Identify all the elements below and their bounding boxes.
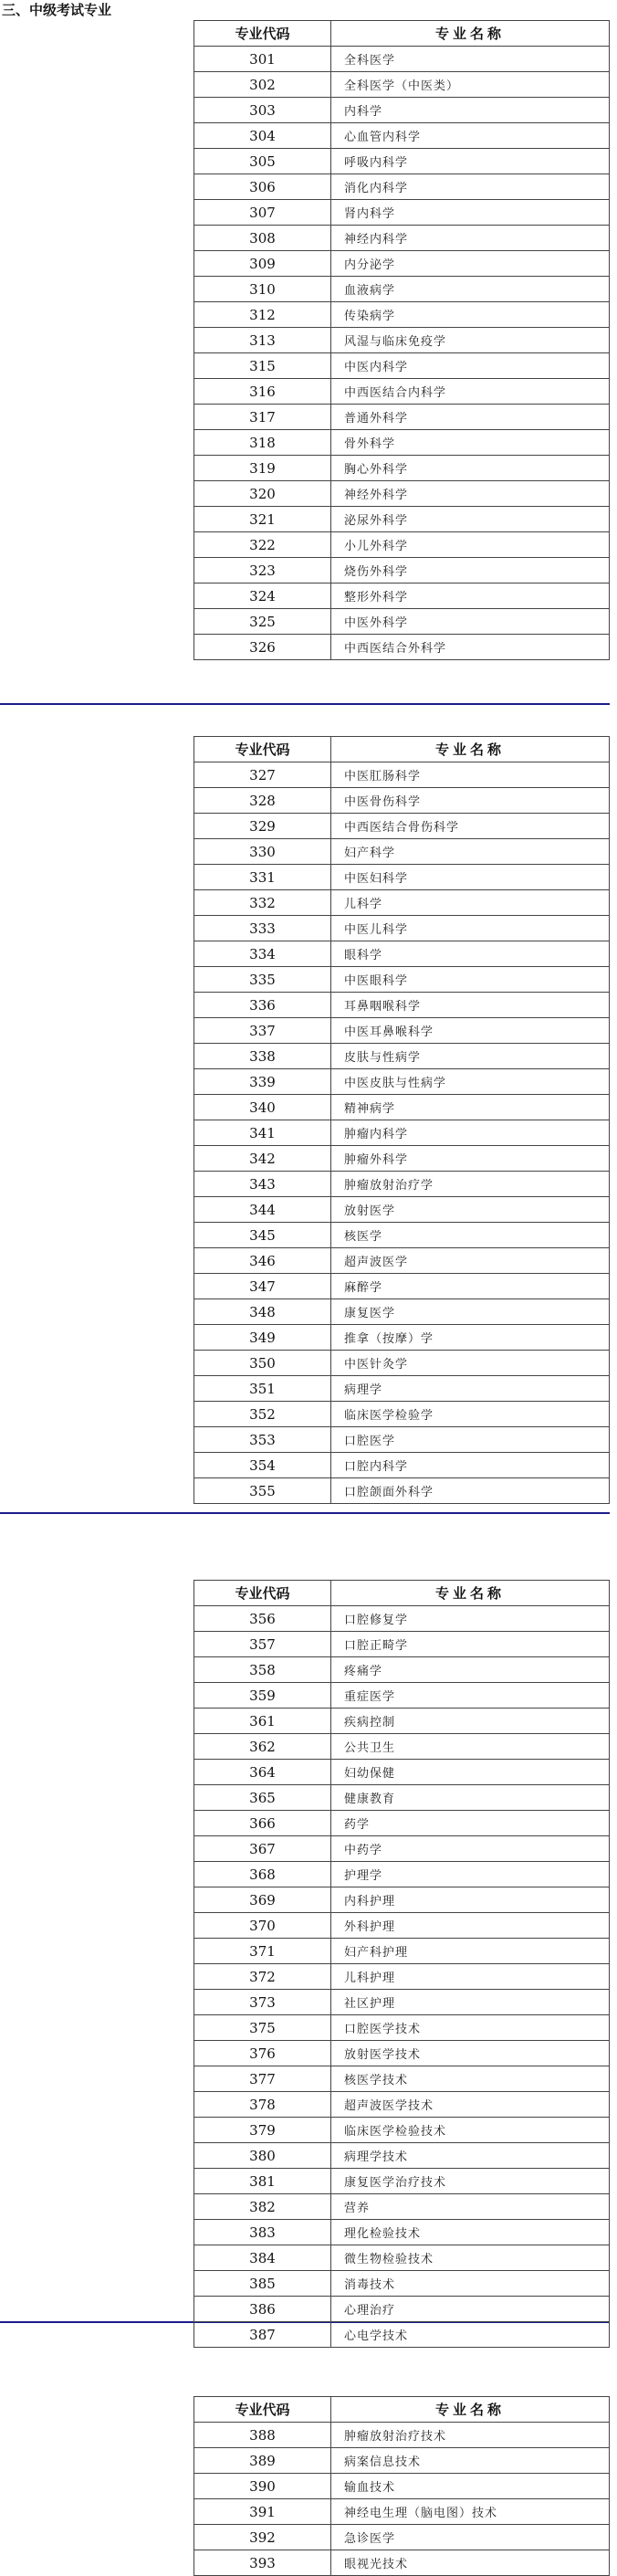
specialty-code: 327 <box>194 762 331 788</box>
specialty-table <box>193 1580 610 2348</box>
specialty-name: 全科医学 <box>331 47 610 72</box>
table-row <box>194 328 610 353</box>
table-row <box>194 2066 610 2092</box>
specialty-name: 推拿（按摩）学 <box>331 1325 610 1351</box>
specialty-name: 内科护理 <box>331 1887 610 1913</box>
specialty-code: 381 <box>194 2169 331 2194</box>
specialty-name: 超声波医学 <box>331 1248 610 1274</box>
table-row <box>194 2525 610 2550</box>
table-row <box>194 2092 610 2118</box>
specialty-code: 389 <box>194 2448 331 2474</box>
table-row <box>194 1862 610 1887</box>
table-row <box>194 1018 610 1044</box>
specialty-code: 349 <box>194 1325 331 1351</box>
specialty-code: 322 <box>194 532 331 558</box>
specialty-name: 消毒技术 <box>331 2271 610 2297</box>
table-row <box>194 1913 610 1939</box>
table-row <box>194 47 610 72</box>
specialty-name: 肿瘤放射治疗技术 <box>331 2423 610 2448</box>
table-row <box>194 226 610 251</box>
specialty-name: 中医皮肤与性病学 <box>331 1069 610 1095</box>
specialty-code: 347 <box>194 1274 331 1299</box>
header-name: 专业名称 <box>331 21 610 47</box>
specialty-code: 344 <box>194 1197 331 1223</box>
specialty-code: 301 <box>194 47 331 72</box>
table-header-row <box>194 2397 610 2423</box>
specialty-code: 328 <box>194 788 331 814</box>
specialty-code: 372 <box>194 1964 331 1990</box>
table-row <box>194 1683 610 1709</box>
specialty-name: 泌尿外科学 <box>331 507 610 532</box>
table-row <box>194 941 610 967</box>
table-row <box>194 1248 610 1274</box>
table-row <box>194 302 610 328</box>
specialty-code: 343 <box>194 1172 331 1197</box>
specialty-name: 社区护理 <box>331 1990 610 2015</box>
specialty-code: 321 <box>194 507 331 532</box>
table-row <box>194 200 610 226</box>
specialty-name: 儿科学 <box>331 890 610 916</box>
table-row <box>194 584 610 609</box>
table-row <box>194 149 610 174</box>
specialty-name: 临床医学检验技术 <box>331 2118 610 2143</box>
specialty-name: 肿瘤外科学 <box>331 1146 610 1172</box>
table-row <box>194 1120 610 1146</box>
specialty-code: 302 <box>194 72 331 98</box>
specialty-code: 317 <box>194 405 331 430</box>
specialty-table <box>193 2396 610 2576</box>
table-row <box>194 1299 610 1325</box>
specialty-code: 325 <box>194 609 331 635</box>
specialty-name: 护理学 <box>331 1862 610 1887</box>
specialty-name: 妇产科学 <box>331 839 610 865</box>
table-row <box>194 1709 610 1734</box>
table-row <box>194 1223 610 1248</box>
specialty-code: 332 <box>194 890 331 916</box>
specialty-code: 308 <box>194 226 331 251</box>
table-row <box>194 1325 610 1351</box>
specialty-name: 公共卫生 <box>331 1734 610 1760</box>
specialty-code: 384 <box>194 2245 331 2271</box>
specialty-name: 中药学 <box>331 1836 610 1862</box>
specialty-name: 重症医学 <box>331 1683 610 1709</box>
table-row <box>194 2474 610 2499</box>
specialty-code: 390 <box>194 2474 331 2499</box>
specialty-name: 内科学 <box>331 98 610 123</box>
specialty-name: 放射医学技术 <box>331 2041 610 2066</box>
table-row <box>194 353 610 379</box>
specialty-name: 放射医学 <box>331 1197 610 1223</box>
specialty-name: 神经电生理（脑电图）技术 <box>331 2499 610 2525</box>
table-row <box>194 277 610 302</box>
specialty-code: 341 <box>194 1120 331 1146</box>
specialty-code: 359 <box>194 1683 331 1709</box>
table-row <box>194 558 610 584</box>
specialty-name: 中医耳鼻喉科学 <box>331 1018 610 1044</box>
table-row <box>194 1734 610 1760</box>
specialty-code: 305 <box>194 149 331 174</box>
specialty-name: 输血技术 <box>331 2474 610 2499</box>
specialty-code: 369 <box>194 1887 331 1913</box>
specialty-name: 中医外科学 <box>331 609 610 635</box>
table-row <box>194 2550 610 2576</box>
specialty-name: 核医学技术 <box>331 2066 610 2092</box>
page-heading: 三、中级考试专业 <box>2 2 112 18</box>
specialty-name: 中医儿科学 <box>331 916 610 941</box>
specialty-code: 358 <box>194 1657 331 1683</box>
table-row <box>194 1785 610 1811</box>
header-name: 专业名称 <box>331 2397 610 2423</box>
table-row <box>194 1376 610 1402</box>
specialty-code: 355 <box>194 1478 331 1504</box>
specialty-name: 心电学技术 <box>331 2322 610 2348</box>
specialty-name: 健康教育 <box>331 1785 610 1811</box>
table-row <box>194 788 610 814</box>
table-row <box>194 839 610 865</box>
specialty-name: 传染病学 <box>331 302 610 328</box>
specialty-code: 313 <box>194 328 331 353</box>
header-code: 专业代码 <box>194 21 331 47</box>
table-row <box>194 1836 610 1862</box>
specialty-name: 口腔颌面外科学 <box>331 1478 610 1504</box>
specialty-name: 临床医学检验学 <box>331 1402 610 1427</box>
table-row <box>194 762 610 788</box>
specialty-name: 胸心外科学 <box>331 456 610 481</box>
specialty-name: 眼科学 <box>331 941 610 967</box>
specialty-table-section-1 <box>193 20 609 660</box>
specialty-code: 383 <box>194 2220 331 2245</box>
specialty-name: 肿瘤放射治疗学 <box>331 1172 610 1197</box>
table-row <box>194 1760 610 1785</box>
specialty-code: 330 <box>194 839 331 865</box>
specialty-table-section-3 <box>193 1580 609 2348</box>
table-row <box>194 2448 610 2474</box>
table-row <box>194 2169 610 2194</box>
specialty-name: 风湿与临床免疫学 <box>331 328 610 353</box>
specialty-code: 375 <box>194 2015 331 2041</box>
specialty-table <box>193 736 610 1504</box>
specialty-name: 肾内科学 <box>331 200 610 226</box>
specialty-code: 326 <box>194 635 331 660</box>
table-row <box>194 865 610 890</box>
table-row <box>194 1351 610 1376</box>
table-row <box>194 1990 610 2015</box>
specialty-name: 烧伤外科学 <box>331 558 610 584</box>
header-code: 专业代码 <box>194 737 331 762</box>
specialty-code: 345 <box>194 1223 331 1248</box>
specialty-code: 357 <box>194 1632 331 1657</box>
table-row <box>194 1427 610 1453</box>
specialty-code: 320 <box>194 481 331 507</box>
section-separator <box>0 703 610 705</box>
specialty-code: 337 <box>194 1018 331 1044</box>
table-row <box>194 1887 610 1913</box>
specialty-name: 核医学 <box>331 1223 610 1248</box>
table-row <box>194 2118 610 2143</box>
table-row <box>194 2015 610 2041</box>
specialty-name: 心血管内科学 <box>331 123 610 149</box>
table-row <box>194 609 610 635</box>
table-row <box>194 2271 610 2297</box>
specialty-name: 病理学技术 <box>331 2143 610 2169</box>
specialty-name: 营养 <box>331 2194 610 2220</box>
specialty-name: 整形外科学 <box>331 584 610 609</box>
table-row <box>194 1657 610 1683</box>
specialty-code: 373 <box>194 1990 331 2015</box>
specialty-code: 354 <box>194 1453 331 1478</box>
table-row <box>194 1095 610 1120</box>
specialty-name: 理化检验技术 <box>331 2220 610 2245</box>
specialty-code: 342 <box>194 1146 331 1172</box>
table-row <box>194 2041 610 2066</box>
specialty-code: 307 <box>194 200 331 226</box>
table-row <box>194 1044 610 1069</box>
specialty-code: 351 <box>194 1376 331 1402</box>
specialty-name: 麻醉学 <box>331 1274 610 1299</box>
specialty-name: 血液病学 <box>331 277 610 302</box>
specialty-name: 超声波医学技术 <box>331 2092 610 2118</box>
specialty-code: 323 <box>194 558 331 584</box>
specialty-name: 普通外科学 <box>331 405 610 430</box>
table-row <box>194 916 610 941</box>
specialty-name: 药学 <box>331 1811 610 1836</box>
specialty-name: 儿科护理 <box>331 1964 610 1990</box>
table-row <box>194 1069 610 1095</box>
table-row <box>194 1274 610 1299</box>
specialty-name: 口腔医学技术 <box>331 2015 610 2041</box>
specialty-code: 353 <box>194 1427 331 1453</box>
specialty-code: 316 <box>194 379 331 405</box>
table-row <box>194 967 610 993</box>
table-row <box>194 1197 610 1223</box>
specialty-name: 内分泌学 <box>331 251 610 277</box>
specialty-code: 340 <box>194 1095 331 1120</box>
specialty-code: 370 <box>194 1913 331 1939</box>
specialty-code: 364 <box>194 1760 331 1785</box>
specialty-name: 妇幼保健 <box>331 1760 610 1785</box>
specialty-code: 350 <box>194 1351 331 1376</box>
table-row <box>194 2499 610 2525</box>
specialty-code: 306 <box>194 174 331 200</box>
specialty-code: 377 <box>194 2066 331 2092</box>
specialty-code: 329 <box>194 814 331 839</box>
table-row <box>194 1146 610 1172</box>
specialty-table-section-4 <box>193 2396 609 2576</box>
specialty-name: 消化内科学 <box>331 174 610 200</box>
specialty-code: 334 <box>194 941 331 967</box>
specialty-name: 中西医结合骨伤科学 <box>331 814 610 839</box>
table-row <box>194 1478 610 1504</box>
specialty-name: 康复医学 <box>331 1299 610 1325</box>
specialty-name: 疾病控制 <box>331 1709 610 1734</box>
specialty-name: 呼吸内科学 <box>331 149 610 174</box>
specialty-code: 348 <box>194 1299 331 1325</box>
specialty-code: 335 <box>194 967 331 993</box>
table-row <box>194 507 610 532</box>
table-row <box>194 1606 610 1632</box>
specialty-code: 304 <box>194 123 331 149</box>
specialty-code: 382 <box>194 2194 331 2220</box>
specialty-name: 口腔正畸学 <box>331 1632 610 1657</box>
specialty-name: 心理治疗 <box>331 2297 610 2322</box>
specialty-name: 中医内科学 <box>331 353 610 379</box>
table-row <box>194 532 610 558</box>
specialty-code: 386 <box>194 2297 331 2322</box>
table-row <box>194 2297 610 2322</box>
specialty-code: 371 <box>194 1939 331 1964</box>
table-row <box>194 1172 610 1197</box>
specialty-name: 口腔医学 <box>331 1427 610 1453</box>
table-row <box>194 430 610 456</box>
specialty-code: 380 <box>194 2143 331 2169</box>
specialty-code: 338 <box>194 1044 331 1069</box>
specialty-code: 339 <box>194 1069 331 1095</box>
section-separator <box>0 1512 610 1514</box>
specialty-name: 神经外科学 <box>331 481 610 507</box>
table-row <box>194 456 610 481</box>
header-name: 专业名称 <box>331 1581 610 1606</box>
specialty-name: 皮肤与性病学 <box>331 1044 610 1069</box>
table-row <box>194 405 610 430</box>
table-row <box>194 1939 610 1964</box>
specialty-name: 中医妇科学 <box>331 865 610 890</box>
specialty-code: 333 <box>194 916 331 941</box>
table-row <box>194 251 610 277</box>
specialty-code: 312 <box>194 302 331 328</box>
table-row <box>194 635 610 660</box>
table-row <box>194 2245 610 2271</box>
specialty-code: 365 <box>194 1785 331 1811</box>
specialty-name: 骨外科学 <box>331 430 610 456</box>
specialty-table <box>193 20 610 660</box>
specialty-code: 388 <box>194 2423 331 2448</box>
table-row <box>194 72 610 98</box>
table-header-row <box>194 21 610 47</box>
specialty-code: 361 <box>194 1709 331 1734</box>
specialty-code: 393 <box>194 2550 331 2576</box>
specialty-table-section-2 <box>193 736 609 1504</box>
specialty-code: 346 <box>194 1248 331 1274</box>
specialty-name: 口腔内科学 <box>331 1453 610 1478</box>
specialty-name: 全科医学（中医类） <box>331 72 610 98</box>
table-row <box>194 814 610 839</box>
specialty-code: 303 <box>194 98 331 123</box>
specialty-name: 中医针灸学 <box>331 1351 610 1376</box>
specialty-name: 神经内科学 <box>331 226 610 251</box>
table-header-row <box>194 1581 610 1606</box>
table-row <box>194 1402 610 1427</box>
specialty-code: 385 <box>194 2271 331 2297</box>
table-row <box>194 890 610 916</box>
specialty-name: 口腔修复学 <box>331 1606 610 1632</box>
table-row <box>194 2423 610 2448</box>
table-row <box>194 2143 610 2169</box>
specialty-code: 356 <box>194 1606 331 1632</box>
specialty-code: 391 <box>194 2499 331 2525</box>
table-header-row <box>194 737 610 762</box>
header-code: 专业代码 <box>194 2397 331 2423</box>
specialty-name: 急诊医学 <box>331 2525 610 2550</box>
specialty-name: 耳鼻咽喉科学 <box>331 993 610 1018</box>
specialty-code: 392 <box>194 2525 331 2550</box>
specialty-name: 精神病学 <box>331 1095 610 1120</box>
table-row <box>194 2322 610 2348</box>
specialty-code: 309 <box>194 251 331 277</box>
specialty-name: 中西医结合内科学 <box>331 379 610 405</box>
table-row <box>194 123 610 149</box>
specialty-name: 中医眼科学 <box>331 967 610 993</box>
table-row <box>194 1811 610 1836</box>
specialty-name: 中医骨伤科学 <box>331 788 610 814</box>
table-row <box>194 174 610 200</box>
specialty-name: 中西医结合外科学 <box>331 635 610 660</box>
specialty-code: 378 <box>194 2092 331 2118</box>
header-code: 专业代码 <box>194 1581 331 1606</box>
specialty-name: 妇产科护理 <box>331 1939 610 1964</box>
specialty-code: 367 <box>194 1836 331 1862</box>
specialty-code: 366 <box>194 1811 331 1836</box>
specialty-code: 315 <box>194 353 331 379</box>
table-row <box>194 2220 610 2245</box>
table-row <box>194 481 610 507</box>
specialty-code: 352 <box>194 1402 331 1427</box>
header-name: 专业名称 <box>331 737 610 762</box>
table-row <box>194 98 610 123</box>
specialty-code: 318 <box>194 430 331 456</box>
specialty-name: 康复医学治疗技术 <box>331 2169 610 2194</box>
specialty-code: 331 <box>194 865 331 890</box>
specialty-name: 肿瘤内科学 <box>331 1120 610 1146</box>
specialty-code: 324 <box>194 584 331 609</box>
specialty-code: 336 <box>194 993 331 1018</box>
specialty-name: 疼痛学 <box>331 1657 610 1683</box>
specialty-code: 379 <box>194 2118 331 2143</box>
specialty-code: 319 <box>194 456 331 481</box>
specialty-name: 中医肛肠科学 <box>331 762 610 788</box>
specialty-code: 376 <box>194 2041 331 2066</box>
table-row <box>194 1632 610 1657</box>
specialty-code: 368 <box>194 1862 331 1887</box>
specialty-name: 外科护理 <box>331 1913 610 1939</box>
specialty-name: 眼视光技术 <box>331 2550 610 2576</box>
specialty-code: 310 <box>194 277 331 302</box>
specialty-name: 小儿外科学 <box>331 532 610 558</box>
table-row <box>194 1964 610 1990</box>
specialty-name: 病案信息技术 <box>331 2448 610 2474</box>
specialty-code: 362 <box>194 1734 331 1760</box>
table-row <box>194 993 610 1018</box>
specialty-name: 病理学 <box>331 1376 610 1402</box>
table-row <box>194 1453 610 1478</box>
table-row <box>194 2194 610 2220</box>
table-row <box>194 379 610 405</box>
specialty-name: 微生物检验技术 <box>331 2245 610 2271</box>
specialty-code: 387 <box>194 2322 331 2348</box>
